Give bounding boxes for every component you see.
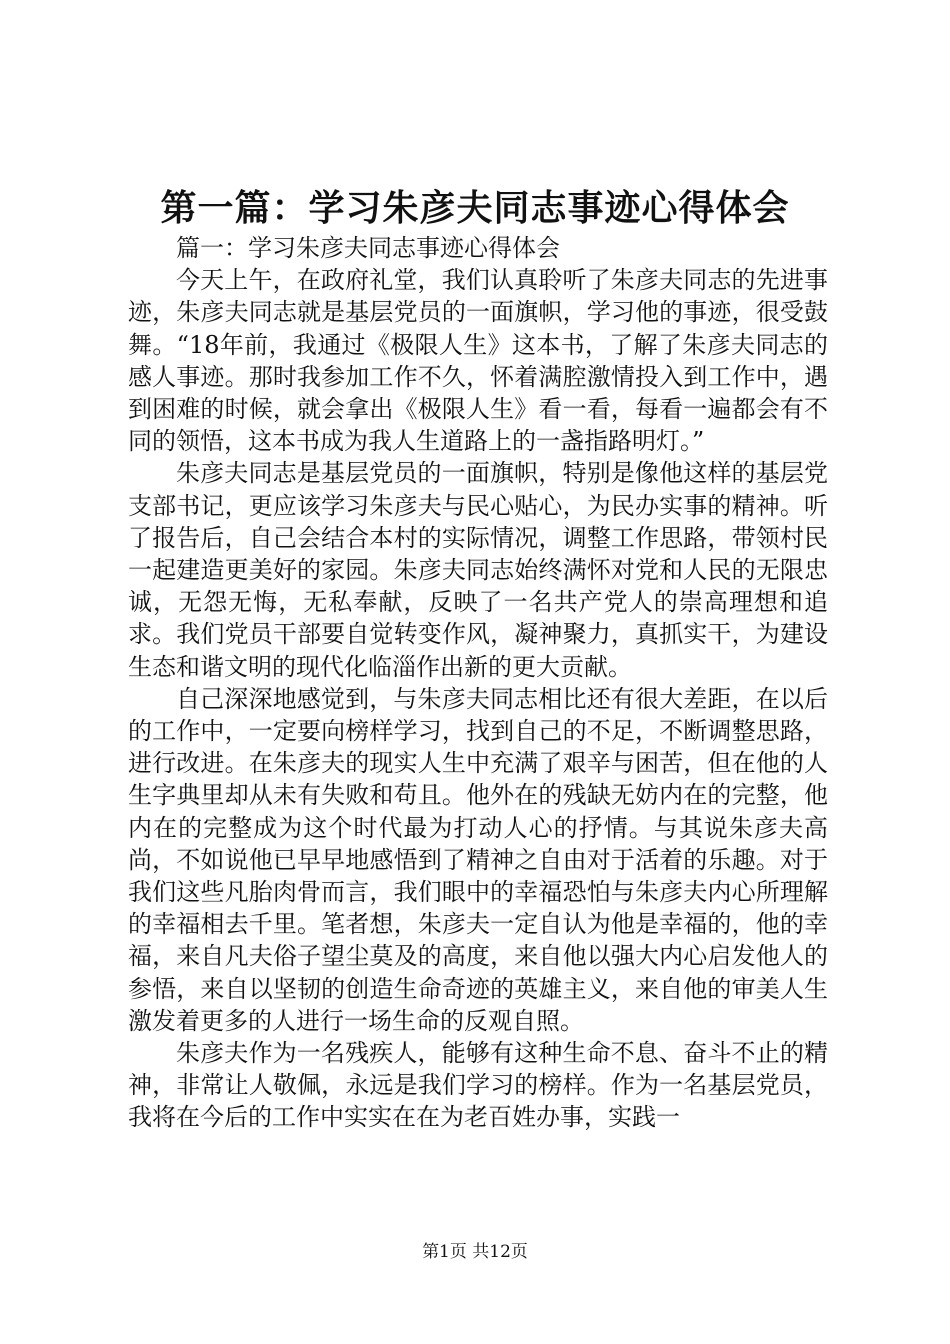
paragraph: 自己深深地感觉到，与朱彦夫同志相比还有很大差距，在以后的工作中，一定要向榜样学习，找到自己的不足，不断调整思路，进行改进。在朱彦夫的现实人生中充满了艰辛与困苦，但在他的人生字典里却从未有失败和苟且。他外在的残缺无妨内在的完整，他内在的完整成为这个时代最为打动人心的抒情。与其说朱彦夫高尚，不如说他已早早地感悟到了精神之自由对于活着的乐趣。对于我们这些凡胎肉骨而言，我们眼中的幸福恐怕与朱彦夫内心所理解的幸福相去千里。笔者想，朱彦夫一定自认为他是幸福的，他的幸福，来自凡夫俗子望尘莫及的高度，来自他以强大内心启发他人的参悟，来自以坚韧的创造生命奇迹的英雄主义，来自他的审美人生激发着更多的人进行一场生命的反观自照。 xyxy=(128,684,828,1035)
paragraph-subtitle: 篇一：学习朱彦夫同志事迹心得体会 xyxy=(176,234,560,262)
page-number-footer: 第1页 共12页 xyxy=(422,1242,528,1262)
paragraph: 朱彦夫同志是基层党员的一面旗帜，特别是像他这样的基层党支部书记，更应该学习朱彦夫与民心贴心，为民办实事的精神。听了报告后，自己会结合本村的实际情况，调整工作思路，带领村民一起建造更美好的家园。朱彦夫同志始终满怀对党和人民的无限忠诚，无怨无悔，无私奉献，反映了一名共产党人的崇高理想和追求。我们党员干部要自觉转变作风，凝神聚力，真抓实干，为建设生态和谐文明的现代化临淄作出新的更大贡献。 xyxy=(128,459,828,681)
document-body xyxy=(128,232,828,1134)
document-title: 第一篇：学习朱彦夫同志事迹心得体会 xyxy=(160,187,790,229)
paragraph: 今天上午，在政府礼堂，我们认真聆听了朱彦夫同志的先进事迹，朱彦夫同志就是基层党员的一面旗帜，学习他的事迹，很受鼓舞。“18年前，我通过《极限人生》这本书，了解了朱彦夫同志的感人事迹。那时我参加工作不久，怀着满腔激情投入到工作中，遇到困难的时候，就会拿出《极限人生》看一看，每看一遍都会有不同的领悟，这本书成为我人生道路上的一盏指路明灯。” xyxy=(128,266,828,456)
paragraph: 朱彦夫作为一名残疾人，能够有这种生命不息、奋斗不止的精神，非常让人敬佩，永远是我们学习的榜样。作为一名基层党员，我将在今后的工作中实实在在为老百姓办事，实践一 xyxy=(128,1039,828,1132)
